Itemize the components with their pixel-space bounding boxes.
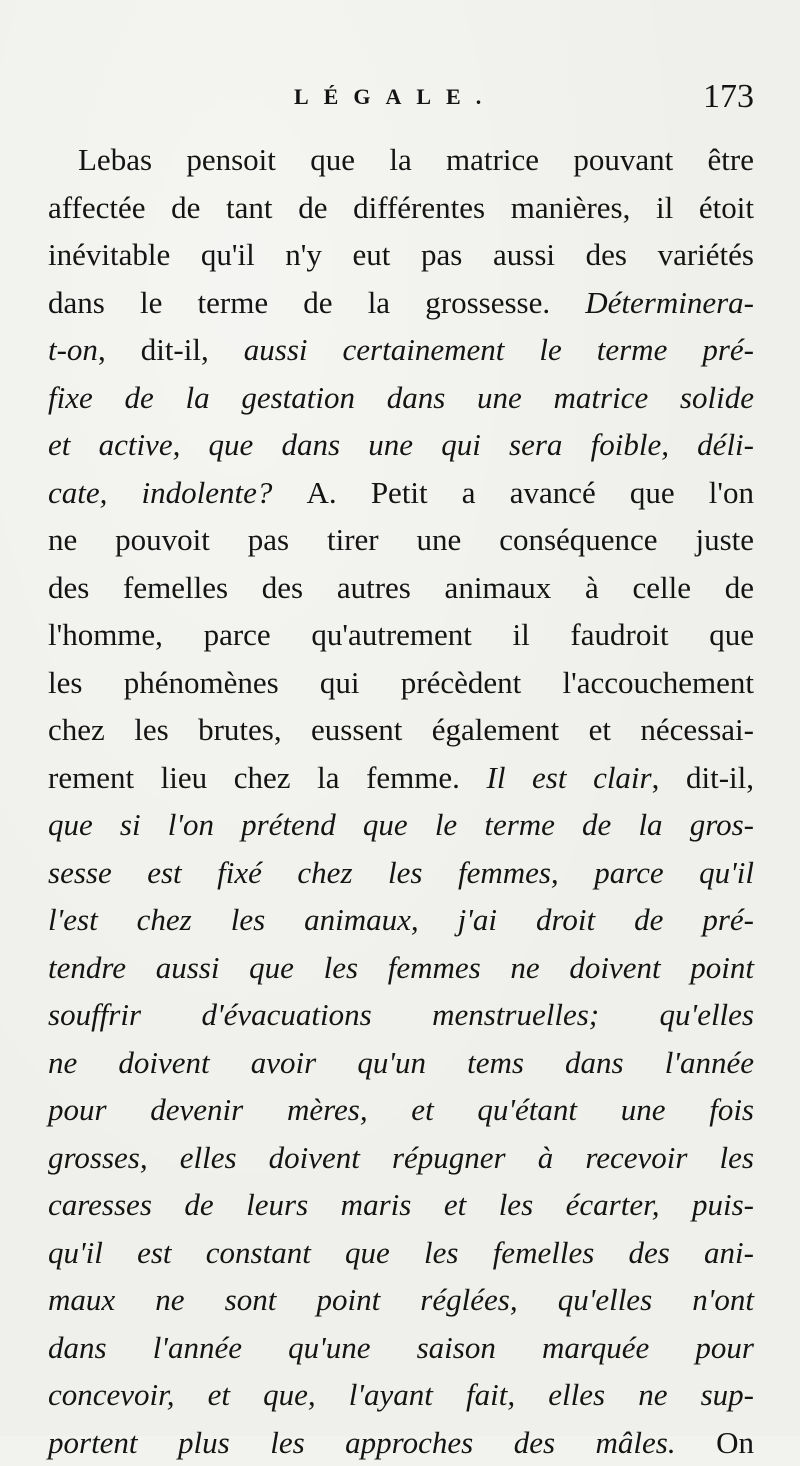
text-segment: l'homme, parce qu'autrement il faudroit que <box>48 617 754 652</box>
page-number: 173 <box>703 78 754 116</box>
text-line <box>48 1039 754 1087</box>
italic-text-segment: maux ne sont point réglées, qu'elles n'ont <box>48 1282 754 1317</box>
text-line <box>48 754 754 802</box>
text-line <box>48 1324 754 1372</box>
italic-text-segment: Déterminera- <box>585 285 754 320</box>
italic-text-segment: dans l'année qu'une saison marquée pour <box>48 1330 754 1365</box>
text-line <box>48 991 754 1039</box>
text-line <box>48 1229 754 1277</box>
text-line <box>48 279 754 327</box>
text-segment: Lebas pensoit que la matrice pouvant être <box>78 142 754 177</box>
italic-text-segment: que si l'on prétend que le terme de la gros- <box>48 807 754 842</box>
text-line <box>48 564 754 612</box>
running-head <box>0 84 800 124</box>
italic-text-segment: fixe de la gestation dans une matrice solide <box>48 380 754 415</box>
text-segment: inévitable qu'il n'y eut pas aussi des variétés <box>48 237 754 272</box>
italic-text-segment: ne doivent avoir qu'un tems dans l'année <box>48 1045 754 1080</box>
text-line <box>48 1371 754 1419</box>
text-line <box>48 896 754 944</box>
text-segment: , dit-il, <box>652 760 754 795</box>
text-segment: des femelles des autres animaux à celle de <box>48 570 754 605</box>
text-line <box>48 516 754 564</box>
italic-text-segment: grosses, elles doivent répugner à recevoir les <box>48 1140 754 1175</box>
text-line <box>48 706 754 754</box>
text-line <box>48 1086 754 1134</box>
text-line <box>48 611 754 659</box>
text-line <box>48 944 754 992</box>
text-segment: chez les brutes, eussent également et nécessai- <box>48 712 754 747</box>
body-text <box>48 136 754 1466</box>
text-line <box>48 469 754 517</box>
running-title: LÉGALE. <box>294 84 496 110</box>
italic-text-segment: caresses de leurs maris et les écarter, puis- <box>48 1187 754 1222</box>
italic-text-segment: portent plus les approches des mâles. <box>48 1425 716 1460</box>
italic-text-segment: aussi certainement le terme pré- <box>244 332 754 367</box>
italic-text-segment: pour devenir mères, et qu'étant une fois <box>48 1092 754 1127</box>
text-segment: rement lieu chez la femme. <box>48 760 487 795</box>
italic-text-segment: tendre aussi que les femmes ne doivent point <box>48 950 754 985</box>
italic-text-segment: Il est clair <box>487 760 652 795</box>
text-line <box>48 231 754 279</box>
text-line <box>48 1134 754 1182</box>
text-segment: , dit-il, <box>98 332 244 367</box>
italic-text-segment: souffrir d'évacuations menstruelles; qu'elles <box>48 997 754 1032</box>
text-segment: affectée de tant de différentes manières, il étoit <box>48 190 754 225</box>
text-line <box>48 184 754 232</box>
text-segment: On <box>716 1425 754 1460</box>
text-line <box>48 801 754 849</box>
italic-text-segment: t-on <box>48 332 98 367</box>
italic-text-segment: sesse est fixé chez les femmes, parce qu'il <box>48 855 754 890</box>
text-line <box>48 659 754 707</box>
text-line <box>48 374 754 422</box>
text-line <box>48 1181 754 1229</box>
italic-text-segment: l'est chez les animaux, j'ai droit de pré- <box>48 902 754 937</box>
text-line <box>48 849 754 897</box>
text-segment: les phénomènes qui précèdent l'accouchement <box>48 665 754 700</box>
text-segment: A. Petit a avancé que l'on <box>307 475 754 510</box>
italic-text-segment: qu'il est constant que les femelles des ani- <box>48 1235 754 1270</box>
text-line <box>48 1276 754 1324</box>
text-line <box>48 136 754 184</box>
text-segment: ne pouvoit pas tirer une conséquence juste <box>48 522 754 557</box>
text-line <box>48 326 754 374</box>
text-segment: dans le terme de la grossesse. <box>48 285 585 320</box>
italic-text-segment: concevoir, et que, l'ayant fait, elles ne sup- <box>48 1377 754 1412</box>
text-line <box>48 421 754 469</box>
italic-text-segment: cate, indolente? <box>48 475 307 510</box>
text-line <box>48 1419 754 1466</box>
italic-text-segment: et active, que dans une qui sera foible, déli- <box>48 427 754 462</box>
